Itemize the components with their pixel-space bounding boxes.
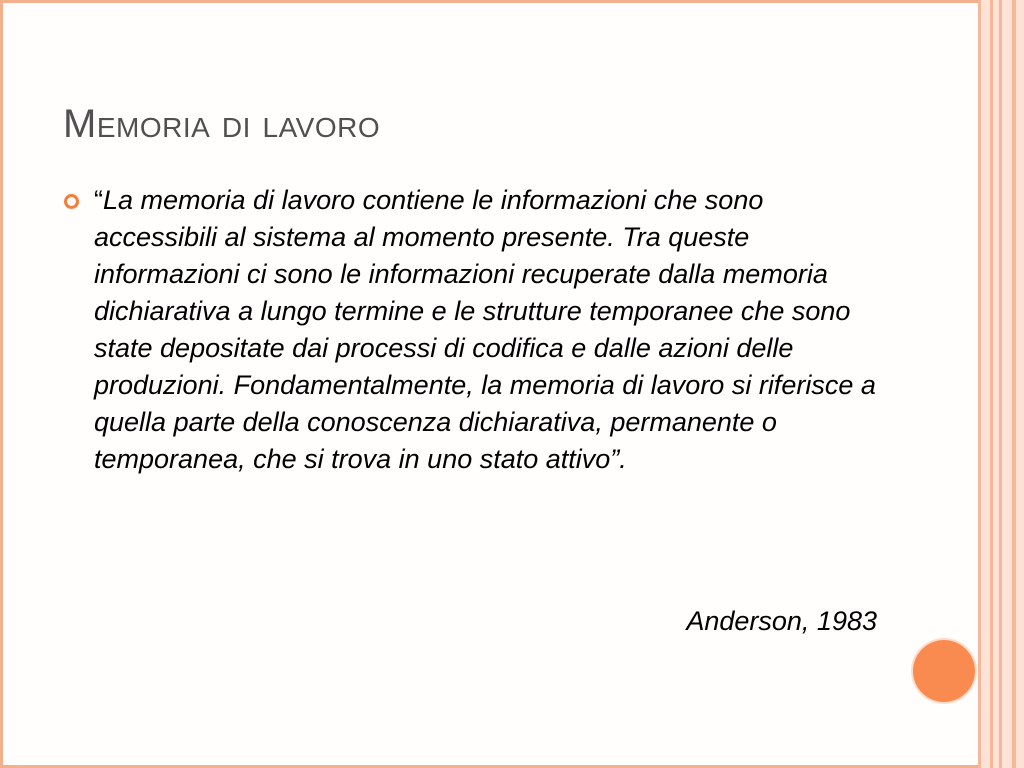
circle-bullet-icon <box>64 194 79 209</box>
frame-left-border <box>0 0 3 768</box>
quote-text <box>94 182 884 478</box>
quote-body: La memoria di lavoro contiene le informazioni che sono accessibili al sistema al momento presente. Tra queste informazioni ci sono le informazioni recuperate dalla memoria dichiarativa a lungo termine e le strutture temporanee che sono state depositate dai processi di codifica e dalle azioni delle produzioni. Fondamentalmente, la memoria di lavoro si riferisce a quella parte della conoscenza dichiarativa, permanente o temporanea, che si trova in uno stato attivo”. <box>94 185 876 474</box>
decorative-stripe <box>1016 0 1024 768</box>
bullet-item <box>64 182 884 478</box>
quote-author: Anderson, 1983 <box>686 606 877 636</box>
frame-top-border <box>0 0 1024 3</box>
decorative-stripe <box>981 0 990 768</box>
decorative-circle <box>913 640 975 702</box>
quote-open-mark: “ <box>94 185 103 215</box>
decorative-stripe <box>1002 0 1012 768</box>
slide-title: Memoria di lavoro <box>63 102 381 146</box>
